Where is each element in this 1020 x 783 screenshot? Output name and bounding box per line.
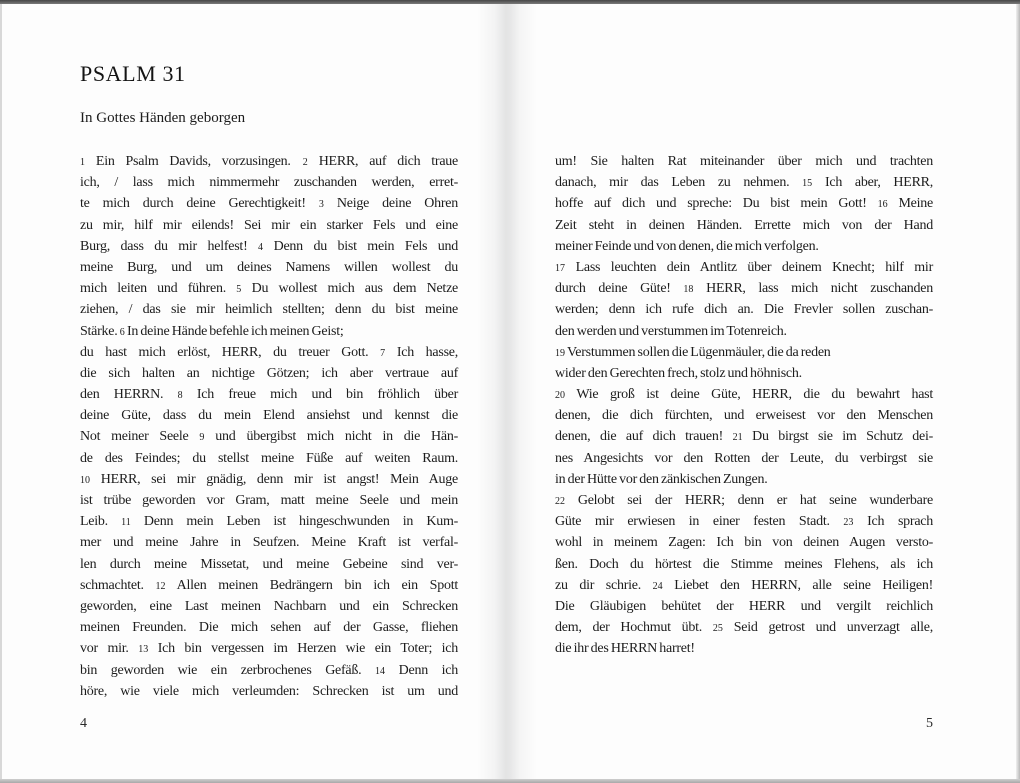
text-line: dem, der Hochmut übt. 25 Seid getrost und unverzagt alle, xyxy=(555,620,933,636)
text-line: um! Sie halten Rat miteinander über mich und trachten xyxy=(555,154,933,169)
verse-number: 21 xyxy=(732,432,743,444)
text-line: danach, mir das Leben zu nehmen. 15 Ich aber, HERR, xyxy=(555,175,933,191)
right-page-text xyxy=(555,151,933,660)
text-line: in der Hütte vor den zänkischen Zungen. xyxy=(555,471,768,487)
page-number-left: 4 xyxy=(80,716,87,731)
text-line: 22 Gelobt sei der HERR; denn er hat seine wunderbare xyxy=(555,493,933,508)
text-line: schmachtet. 12 Allen meinen Bedrängern bin ich ein Spott xyxy=(80,577,458,593)
verse-number: 7 xyxy=(380,347,386,359)
text-line: zu mir, hilf mir eilends! Sei mir ein starker Fels und eine xyxy=(80,217,458,233)
verse-number: 14 xyxy=(375,665,386,677)
verse-number: 16 xyxy=(877,199,888,211)
left-page xyxy=(80,0,458,783)
text-line: 19 Verstummen sollen die Lügenmäuler, die da reden xyxy=(555,344,831,360)
verse-number: 20 xyxy=(555,390,565,402)
text-line: ist trübe geworden vor Gram, matt meine Seele und mein xyxy=(80,493,458,508)
text-line: nes Angesichts vor den Rotten der Leute, du verbirgst sie xyxy=(555,450,933,466)
psalm-title: PSALM 31 xyxy=(80,61,186,86)
left-page-text xyxy=(80,151,458,702)
book-spine-gutter xyxy=(477,4,537,779)
text-line: te mich durch deine Gerechtigkeit! 3 Neige deine Ohren xyxy=(80,196,458,212)
text-line: Burg, dass du mir helfest! 4 Denn du bist mein Fels und xyxy=(80,238,458,254)
text-line: denen, die dich fürchten, und erweisest vor den Menschen xyxy=(555,408,933,424)
text-line: meinen Freunden. Die mich sehen auf der Gasse, fliehen xyxy=(80,620,458,636)
text-line: 10 HERR, sei mir gnädig, denn mir ist angst! Mein Auge xyxy=(80,471,458,487)
text-line: denen, die auf dich trauen! 21 Du birgst sie im Schutz dei- xyxy=(555,429,934,445)
text-line: du hast mich erlöst, HERR, du treuer Gott. 7 Ich hasse, xyxy=(80,344,458,360)
verse-number: 8 xyxy=(177,390,183,402)
page-edge-left xyxy=(0,4,2,779)
verse-number: 18 xyxy=(683,284,694,296)
psalm-subtitle: In Gottes Händen geborgen xyxy=(80,110,246,126)
verse-number: 15 xyxy=(802,178,813,190)
verse-number: 17 xyxy=(555,262,565,274)
text-line: Leib. 11 Denn mein Leben ist hingeschwunden in Kum- xyxy=(80,514,459,530)
text-line: ich, / lass mich nimmermehr zuschanden werden, erret- xyxy=(80,175,458,191)
text-line: mich leiten und führen. 5 Du wollest mich aus dem Netze xyxy=(80,281,458,297)
text-line: Zeit steht in deinen Händen. Errette mich von der Hand xyxy=(555,217,933,233)
verse-number: 23 xyxy=(843,517,854,529)
verse-number: 10 xyxy=(80,474,90,486)
text-line: höre, wie viele mich verleumden: Schrecken ist um und xyxy=(80,683,458,699)
text-line: Not meiner Seele 9 und übergibst mich nicht in die Hän- xyxy=(80,429,458,445)
verse-number: 13 xyxy=(138,644,149,656)
verse-number: 5 xyxy=(236,284,242,296)
text-line: die ihr des HERRN harret! xyxy=(555,641,695,657)
verse-number: 25 xyxy=(712,623,723,635)
verse-number: 22 xyxy=(555,496,565,507)
text-line: Stärke. 6 In deine Hände befehle ich meinen Geist; xyxy=(80,323,344,339)
text-line: Güte mir erwiesen in einer festen Stadt. 23 Ich sprach xyxy=(555,514,933,530)
page-edge-bottom xyxy=(0,779,1020,783)
text-line: Die Gläubigen behütet der HERR und vergilt reichlich xyxy=(555,598,933,614)
text-line: len durch meine Missetat, und meine Gebeine sind ver- xyxy=(80,556,458,572)
text-line: bin geworden wie ein zerbrochenes Gefäß. 14 Denn ich xyxy=(80,662,458,678)
verse-number: 6 xyxy=(119,326,125,338)
text-line: de des Feindes; du stellst meine Füße auf weiten Raum. xyxy=(80,450,458,466)
text-line: mer und meine Jahre in Seufzen. Meine Kraft ist verfal- xyxy=(80,535,458,551)
text-line: deine Güte, dass du mein Elend ansiehst und kennst die xyxy=(80,408,458,424)
verse-number: 9 xyxy=(199,432,205,444)
text-line: den HERRN. 8 Ich freue mich und bin fröhlich über xyxy=(80,387,458,403)
text-line: den werden und verstummen im Totenreich. xyxy=(555,323,787,339)
text-line: ziehen, / das sie mir heimlich stellten; denn du bist meine xyxy=(80,302,458,318)
text-line: zu dir schrie. 24 Liebet den HERRN, alle seine Heiligen! xyxy=(555,577,933,593)
text-line: ßen. Doch du hörtest die Stimme meines Flehens, als ich xyxy=(555,556,933,572)
right-page xyxy=(555,0,933,783)
text-line: durch deine Güte! 18 HERR, lass mich nicht zuschanden xyxy=(555,281,933,297)
text-line: werden; denn ich rufe dich an. Die Frevler sollen zuschan- xyxy=(555,302,933,318)
page-edge-right xyxy=(1016,4,1020,779)
text-line: wohl in meinem Zagen: Ich bin von deinen Augen versto- xyxy=(555,535,933,551)
text-line: 1 Ein Psalm Davids, vorzusingen. 2 HERR, auf dich traue xyxy=(80,154,458,169)
text-line: hoffe auf dich und spreche: Du bist mein Gott! 16 Meine xyxy=(555,196,933,212)
verse-number: 12 xyxy=(155,580,166,592)
page-number-right: 5 xyxy=(926,716,933,731)
verse-number: 11 xyxy=(121,517,131,529)
verse-number: 24 xyxy=(652,580,663,592)
text-line: vor mir. 13 Ich bin vergessen im Herzen wie ein Toter; ich xyxy=(80,641,458,657)
text-line: 17 Lass leuchten dein Antlitz über deinem Knecht; hilf mir xyxy=(555,259,933,275)
text-line: wider den Gerechten frech, stolz und höhnisch. xyxy=(555,365,802,381)
text-line: meine Burg, und um deines Namens willen wollest du xyxy=(80,259,458,275)
page-edge-top xyxy=(0,0,1020,4)
text-line: meiner Feinde und von denen, die mich verfolgen. xyxy=(555,238,819,254)
verse-number: 2 xyxy=(302,157,308,168)
verse-number: 19 xyxy=(555,347,565,359)
verse-number: 1 xyxy=(80,157,85,168)
text-line: geworden, eine Last meinen Nachbarn und ein Schrecken xyxy=(80,598,458,614)
verse-number: 3 xyxy=(318,199,324,211)
text-line: die sich halten an nichtige Götzen; ich aber vertraue auf xyxy=(80,365,458,381)
verse-number: 4 xyxy=(258,241,264,253)
text-line: 20 Wie groß ist deine Güte, HERR, die du bewahrt hast xyxy=(555,387,933,403)
